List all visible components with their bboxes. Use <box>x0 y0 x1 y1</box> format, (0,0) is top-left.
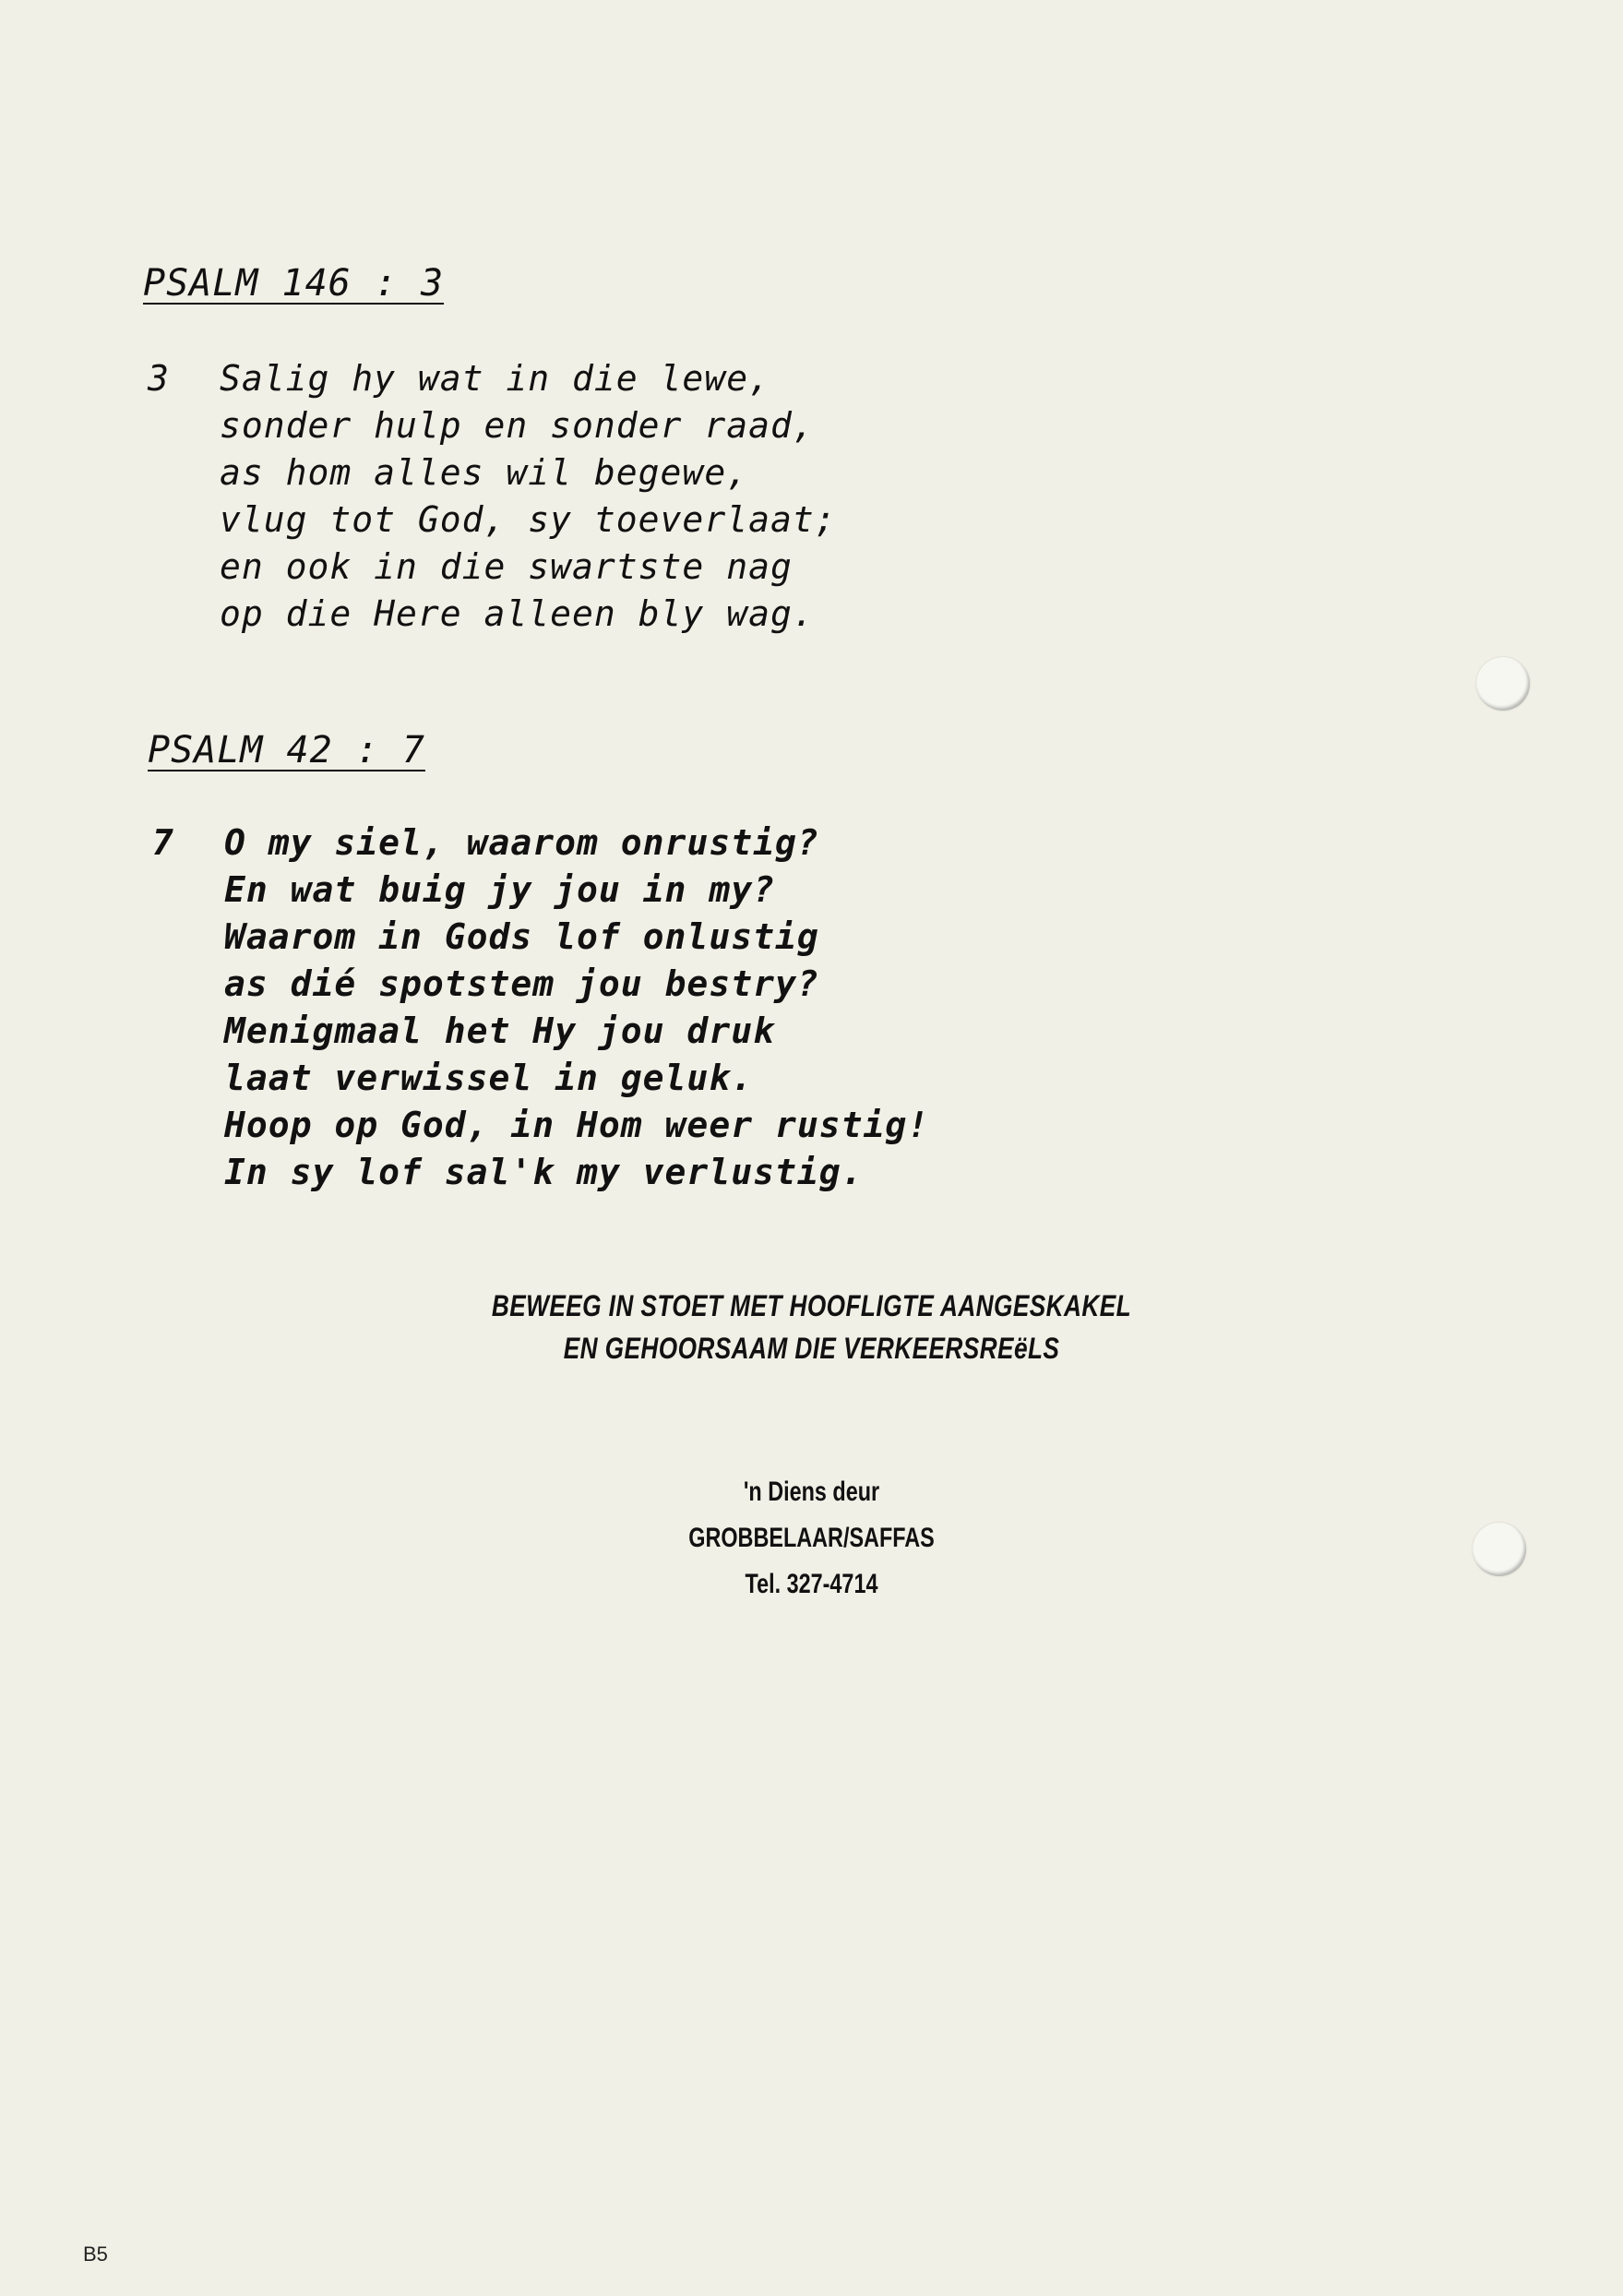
verse-number: 3 <box>148 358 170 399</box>
punch-hole-top <box>1476 657 1530 711</box>
verse-line: En wat buig jy jou in my? <box>224 869 775 910</box>
verse-line: Waarom in Gods lof onlustig <box>224 916 819 957</box>
notice-line-1: BEWEEG IN STOET MET HOOFLIGTE AANGESKAKEL <box>491 1289 1132 1322</box>
verse-line: In sy lof sal'k my verlustig. <box>224 1152 864 1192</box>
verse-lines <box>220 355 837 638</box>
verse-line: Hoop op God, in Hom weer rustig! <box>224 1105 930 1145</box>
sponsor-block <box>178 1469 1444 1608</box>
verse-number: 7 <box>152 822 174 863</box>
sponsor-phone: Tel. 327-4714 <box>745 1569 878 1599</box>
verse-lines <box>224 819 929 1196</box>
verse-line: laat verwissel in geluk. <box>224 1058 754 1098</box>
verse-line: en ook in die swartste nag <box>220 546 793 587</box>
verse-line: Salig hy wat in die lewe, <box>220 358 770 399</box>
verse-line: O my siel, waarom onrustig? <box>224 822 819 863</box>
psalm-146-heading: PSALM 146 : 3 <box>143 262 445 305</box>
verse-line: as hom alles wil begewe, <box>220 452 749 493</box>
page-code: B5 <box>83 2242 108 2266</box>
psalm-42-verse <box>152 819 1029 1207</box>
verse-line: op die Here alleen bly wag. <box>220 593 815 634</box>
sponsor-name: GROBBELAAR/SAFFAS <box>688 1523 935 1553</box>
traffic-notice <box>146 1285 1476 1369</box>
psalm-146-verse <box>148 355 978 651</box>
verse-line: vlug tot God, sy toeverlaat; <box>220 499 837 540</box>
verse-line: Menigmaal het Hy jou druk <box>224 1010 775 1051</box>
verse-line: as dié spotstem jou bestry? <box>224 963 819 1004</box>
psalm-42-heading: PSALM 42 : 7 <box>148 729 425 771</box>
sponsor-line-1: 'n Diens deur <box>743 1477 880 1507</box>
notice-line-2: EN GEHOORSAAM DIE VERKEERSREëLS <box>563 1332 1060 1365</box>
punch-hole-bottom <box>1473 1523 1526 1576</box>
verse-line: sonder hulp en sonder raad, <box>220 405 815 446</box>
